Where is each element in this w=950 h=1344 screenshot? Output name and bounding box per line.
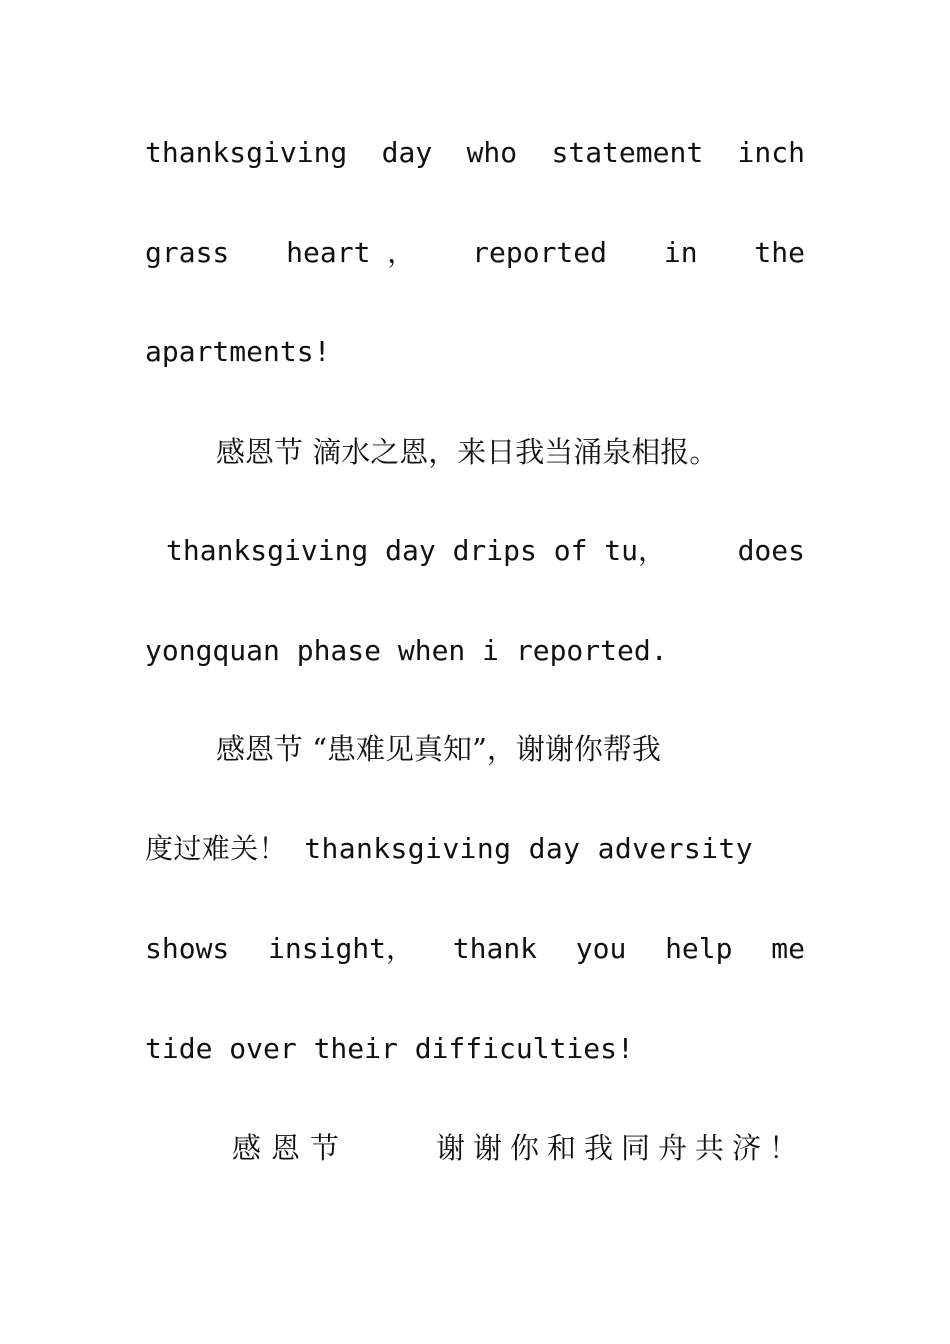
word: heart ， [286, 236, 416, 269]
word: insight， [268, 932, 415, 965]
word: thanksgiving [145, 136, 348, 169]
word: who [466, 136, 518, 169]
text-line [145, 827, 805, 871]
word: help [665, 932, 733, 965]
text-line [145, 231, 805, 275]
word: 谢谢你和我同舟共济！ [435, 1131, 806, 1165]
word: inch [737, 136, 805, 169]
text-line [145, 1027, 805, 1071]
word: does [737, 534, 805, 567]
sentence: 感恩节 滴水之恩，来日我当涌泉相报。 [216, 435, 719, 469]
word: thank [452, 932, 538, 965]
word: shows [145, 932, 230, 965]
text-line [232, 1126, 806, 1170]
word: reported [472, 236, 607, 269]
word: grass [145, 236, 230, 269]
word: apartments! [145, 335, 331, 368]
text-line [216, 430, 832, 474]
word: you [575, 932, 627, 965]
word: in [663, 236, 698, 269]
text-line [145, 629, 805, 673]
text-line [145, 927, 805, 971]
word: me [771, 932, 805, 965]
text-line [145, 330, 805, 374]
text-line [145, 131, 805, 175]
word: day [381, 136, 433, 169]
text-line [166, 529, 805, 573]
sentence: 感恩节 “患难见真知”，谢谢你帮我 [216, 732, 661, 766]
sentence: 度过难关！ thanksgiving day adversity [145, 832, 753, 865]
text-line [216, 727, 806, 771]
word: the [754, 236, 805, 269]
sentence: tide over their difficulties! [145, 1032, 634, 1065]
word: thanksgiving day drips of tu， [166, 534, 667, 567]
word: 感恩节 [232, 1131, 350, 1165]
word: statement [551, 136, 704, 169]
sentence: yongquan phase when i reported. [145, 634, 668, 667]
